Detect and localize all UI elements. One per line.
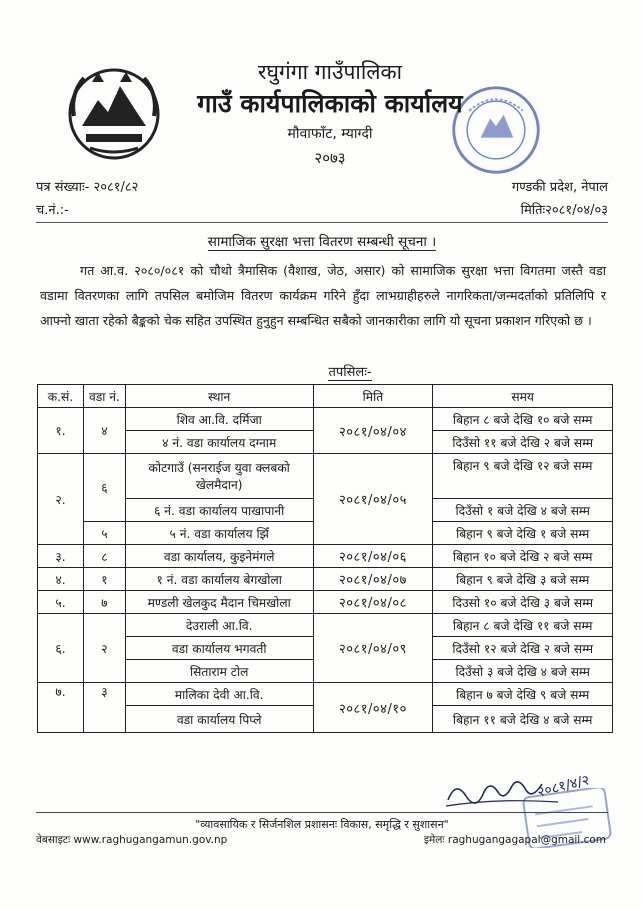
cell-time: बिहान ९ बजे देखि ३ बजे सम्म	[433, 568, 613, 591]
cell-sn: २.	[38, 454, 84, 545]
cell-time: बिहान ७ बजे देखि ९ बजे सम्म	[433, 683, 613, 706]
cell-time: दिउँसो ३ बजे देखि ४ बजे सम्म	[433, 660, 613, 683]
cell-time: बिहान ८ बजे देखि १० बजे सम्म	[433, 408, 613, 431]
office-name: गाउँ कार्यपालिकाको कार्यालय	[197, 89, 463, 118]
signature-date: २०८१/४/२	[535, 772, 592, 801]
cell-ward: ५	[83, 522, 125, 545]
col-header-place: स्थान	[125, 385, 313, 408]
issue-date: मितिः२०८१/०४/०३	[520, 203, 608, 218]
cell-sn: १.	[38, 408, 84, 454]
cell-time: बिहान १० बजे देखि २ बजे सम्म	[433, 545, 613, 568]
cell-date: २०८१/०४/०४	[313, 408, 433, 454]
cell-ward: ६	[83, 454, 125, 522]
cell-place: १ नं. वडा कार्यालय बेगखोला	[125, 568, 313, 591]
table-label: तपसिलः-	[328, 365, 372, 380]
cell-ward: २	[83, 614, 125, 683]
cell-date: २०८१/०४/१०	[313, 683, 433, 733]
cell-place: कोटगाउँ (सनराईज युवा क्लबको खेलमैदान)	[125, 454, 313, 499]
cell-time: दिउँसो १२ बजे देखि २ बजे सम्म	[433, 637, 613, 660]
cell-place: वडा कार्यालय, कुइनेमंगले	[125, 545, 313, 568]
cell-date: २०८१/०४/०९	[313, 614, 433, 683]
cell-time: दिउँसो ११ बजे देखि २ बजे सम्म	[433, 431, 613, 454]
cell-ward: ४	[83, 408, 125, 454]
table-row	[38, 683, 613, 706]
cell-place: मालिका देवी आ.वि.	[125, 683, 313, 706]
cell-sn: ५.	[38, 591, 84, 614]
col-header-time: समय	[433, 385, 613, 408]
cell-time: बिहान ११ बजे देखि ४ बजे सम्म	[433, 706, 613, 733]
cell-time: दिउँसो १ बजे देखि ४ बजे सम्म	[433, 499, 613, 522]
header-divider	[36, 222, 608, 223]
established-year: २०७३	[314, 149, 346, 167]
cell-time: बिहान ९ बजे देखि १२ बजे सम्म	[433, 454, 613, 499]
table-header-row	[38, 385, 613, 408]
cell-place: सिताराम टोल	[125, 660, 313, 683]
dispatch-number: च.नं.:-	[36, 203, 69, 218]
cell-sn: ७.	[38, 683, 84, 733]
cell-time: दिउसो १० बजे देखि ३ बजे सम्म	[433, 591, 613, 614]
cell-place: ५ नं. वडा कार्यालय झिँ	[125, 522, 313, 545]
cell-place: शिव आ.वि. दर्मिजा	[125, 408, 313, 431]
notice-body: गत आ.व. २०८०/०८१ को चौथो त्रैमासिक (वैशाख, जेठ, असार) को सामाजिक सुरक्षा भत्ता विगतमा जस्तै वडा वडामा वितरणका लागि तपसिल बमोजिम वितरण कार्यक्रम गरिने हुँदा लाभग्राहीहरुले नागरिकता/जन्मदर्ताको प्रतिलिपि र आफ्नो खाता रहेको बैङ्कको चेक सहित उपस्थित हुनुहुन सम्बन्धित सबैको जानकारीका लागि यो सूचना प्रकाशन गरिएको छ ।	[40, 263, 606, 328]
nepal-emblem-icon	[64, 64, 164, 164]
cell-ward: ८	[83, 545, 125, 568]
cell-ward: १	[83, 568, 125, 591]
footer-website: वेबसाइटः www.raghugangamun.gov.np	[36, 834, 228, 846]
cell-place: वडा कार्यालय भगवती	[125, 637, 313, 660]
footer-email: इमेलः raghugangagapal@gmail.com	[423, 834, 606, 846]
cell-ward: ३	[83, 683, 125, 733]
schedule-table	[37, 384, 613, 733]
cell-sn: ३.	[38, 545, 84, 568]
table-row	[38, 591, 613, 614]
table-row	[38, 568, 613, 591]
cell-place: ६ नं. वडा कार्यालय पाखापानी	[125, 499, 313, 522]
office-location: मौवाफाँट, म्याग्दी	[287, 126, 373, 142]
table-row	[38, 614, 613, 637]
col-header-date: मिति	[313, 385, 433, 408]
cell-date: २०८१/०४/०७	[313, 568, 433, 591]
letter-number: पत्र संख्याः- २०८१/८२	[36, 180, 139, 195]
cell-time: बिहान ९ बजे देखि १ बजे सम्म	[433, 522, 613, 545]
cell-ward: ७	[83, 591, 125, 614]
table-row	[38, 408, 613, 431]
table-row	[38, 545, 613, 568]
footer-motto: "व्यावसायिक र सिर्जनशिल प्रशासनः विकास, समृद्धि र सुशासन"	[195, 818, 449, 831]
notice-subject: सामाजिक सुरक्षा भत्ता वितरण सम्बन्धी सूचना ।	[207, 234, 437, 250]
col-header-sn: क.सं.	[38, 385, 84, 408]
cell-place: देउराली आ.वि.	[125, 614, 313, 637]
cell-date: २०८१/०४/०६	[313, 545, 433, 568]
cell-place: मण्डली खेलकुद मैदान चिमखोला	[125, 591, 313, 614]
table-row	[38, 454, 613, 499]
cell-date: २०८१/०४/०८	[313, 591, 433, 614]
province-label: गण्डकी प्रदेश, नेपाल	[511, 180, 608, 195]
col-header-ward: वडा नं.	[83, 385, 125, 408]
cell-place: वडा कार्यालय पिप्ले	[125, 706, 313, 733]
cell-place: ४ नं. वडा कार्यालय दग्नाम	[125, 431, 313, 454]
cell-date: २०८१/०४/०५	[313, 454, 433, 545]
footer-divider	[36, 812, 608, 813]
cell-time: बिहान ८ बजे देखि ११ बजे सम्म	[433, 614, 613, 637]
signature-icon	[438, 762, 608, 822]
cell-sn: ६.	[38, 614, 84, 683]
cell-sn: ४.	[38, 568, 84, 591]
municipality-name: रघुगंगा गाउँपालिका	[257, 60, 403, 84]
